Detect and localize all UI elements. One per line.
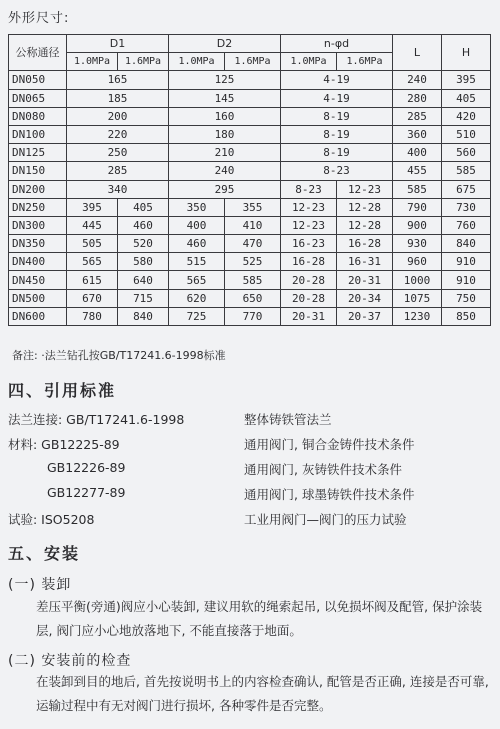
cell-d1-1: 670 [67,289,118,307]
cell-d2: 145 [169,89,281,107]
table-row [9,180,491,198]
header-h: H [442,35,491,71]
cell-d2: 160 [169,107,281,125]
cell-h: 750 [442,289,491,307]
cell-dn: DN200 [9,180,67,198]
cell-dn: DN600 [9,307,67,325]
cell-d2-1: 725 [169,307,225,325]
cell-d1: 340 [67,180,169,198]
cell-d1-1: 395 [67,198,118,216]
cell-d1: 250 [67,144,169,162]
standard-material-1-desc: 通用阀门, 铜合金铸件技术条件 [244,437,415,452]
cell-dn: DN100 [9,125,67,143]
dimensions-heading: 外形尺寸: [8,11,70,26]
header-bolt-holes: n-φd [281,35,393,53]
cell-nd-1: 8-23 [281,180,337,198]
cell-d1: 220 [67,125,169,143]
cell-h: 510 [442,125,491,143]
table-row [9,271,491,289]
cell-h: 910 [442,253,491,271]
header-d2: D2 [169,35,281,53]
cell-l: 1000 [393,271,442,289]
cell-d1-1: 780 [67,307,118,325]
cell-h: 420 [442,107,491,125]
cell-d1-1: 445 [67,216,118,234]
header-pressure: 1.6MPa [225,53,281,71]
cell-l: 960 [393,253,442,271]
cell-nd: 8-19 [281,144,393,162]
cell-nd: 8-23 [281,162,393,180]
standard-test-desc: 工业用阀门—阀门的压力试验 [244,512,407,527]
cell-l: 900 [393,216,442,234]
cell-nd: 8-19 [281,125,393,143]
dimensions-table [8,34,491,326]
standard-material-2-desc: 通用阀门, 灰铸铁件技术条件 [244,462,402,477]
header-pressure: 1.6MPa [337,53,393,71]
cell-d2-2: 585 [225,271,281,289]
table-row [9,107,491,125]
cell-dn: DN065 [9,89,67,107]
table-row [9,307,491,325]
cell-h: 850 [442,307,491,325]
cell-d2-1: 620 [169,289,225,307]
cell-d2-2: 650 [225,289,281,307]
cell-nd: 4-19 [281,71,393,89]
cell-d2: 240 [169,162,281,180]
cell-d1-2: 520 [118,235,169,253]
cell-dn: DN125 [9,144,67,162]
cell-l: 1075 [393,289,442,307]
cell-d2-2: 770 [225,307,281,325]
cell-nd-1: 20-28 [281,289,337,307]
header-pressure: 1.6MPa [118,53,169,71]
cell-dn: DN250 [9,198,67,216]
cell-dn: DN150 [9,162,67,180]
cell-nd-1: 16-28 [281,253,337,271]
subsection-heading-handling: (一) 装卸 [8,577,72,593]
table-row [9,89,491,107]
cell-nd-2: 12-23 [337,180,393,198]
cell-h: 395 [442,71,491,89]
cell-nd: 8-19 [281,107,393,125]
table-row [9,289,491,307]
cell-d1-1: 565 [67,253,118,271]
cell-l: 930 [393,235,442,253]
cell-d1-2: 715 [118,289,169,307]
standard-flange-desc: 整体铸铁管法兰 [244,412,332,427]
standard-test-label: 试验: ISO5208 [8,512,95,527]
cell-d1: 285 [67,162,169,180]
table-row [9,235,491,253]
cell-nd-2: 12-28 [337,216,393,234]
table-row [9,198,491,216]
cell-d1: 185 [67,89,169,107]
section-heading-standards: 四、引用标准 [8,381,117,400]
cell-h: 910 [442,271,491,289]
cell-nd-1: 20-31 [281,307,337,325]
cell-d2-2: 470 [225,235,281,253]
standard-material-1-label: 材料: GB12225-89 [8,437,120,452]
cell-nd: 4-19 [281,89,393,107]
cell-nd-2: 20-34 [337,289,393,307]
cell-l: 285 [393,107,442,125]
standard-material-3-desc: 通用阀门, 球墨铸铁件技术条件 [244,487,415,502]
cell-dn: DN050 [9,71,67,89]
cell-d1-2: 840 [118,307,169,325]
cell-nd-2: 12-28 [337,198,393,216]
cell-d1-1: 505 [67,235,118,253]
cell-nd-2: 20-37 [337,307,393,325]
cell-l: 455 [393,162,442,180]
table-row [9,125,491,143]
table-row [9,216,491,234]
cell-d2-1: 515 [169,253,225,271]
cell-nd-2: 20-31 [337,271,393,289]
cell-d2-1: 400 [169,216,225,234]
table-note: 备注: ·法兰钻孔按GB/T17241.6-1998标准 [12,349,226,362]
header-l: L [393,35,442,71]
header-pressure: 1.0MPa [67,53,118,71]
standard-material-3-label: GB12277-89 [47,485,126,500]
cell-l: 280 [393,89,442,107]
cell-nd-1: 20-28 [281,271,337,289]
cell-l: 585 [393,180,442,198]
cell-h: 675 [442,180,491,198]
cell-l: 400 [393,144,442,162]
cell-nd-1: 12-23 [281,216,337,234]
cell-l: 240 [393,71,442,89]
table-row [9,253,491,271]
subsection-heading-inspection: (二) 安装前的检查 [8,653,132,669]
cell-d2: 125 [169,71,281,89]
header-d1: D1 [67,35,169,53]
cell-d1: 165 [67,71,169,89]
cell-d1-2: 640 [118,271,169,289]
cell-h: 760 [442,216,491,234]
cell-d2-2: 410 [225,216,281,234]
cell-h: 405 [442,89,491,107]
cell-h: 840 [442,235,491,253]
cell-l: 360 [393,125,442,143]
table-row [9,162,491,180]
cell-d2-1: 565 [169,271,225,289]
cell-d2-1: 350 [169,198,225,216]
cell-nd-2: 16-31 [337,253,393,271]
cell-d2: 180 [169,125,281,143]
cell-d2-2: 355 [225,198,281,216]
header-nominal-size: 公称通径 [9,35,67,71]
paragraph-inspection [8,670,492,718]
table-row [9,71,491,89]
cell-dn: DN450 [9,271,67,289]
cell-h: 560 [442,144,491,162]
cell-nd-2: 16-28 [337,235,393,253]
cell-d2-2: 525 [225,253,281,271]
cell-h: 585 [442,162,491,180]
cell-dn: DN080 [9,107,67,125]
cell-l: 1230 [393,307,442,325]
section-heading-installation: 五、安装 [8,544,81,563]
cell-d2-1: 460 [169,235,225,253]
cell-dn: DN400 [9,253,67,271]
table-row [9,144,491,162]
cell-d1-2: 405 [118,198,169,216]
cell-d1: 200 [67,107,169,125]
cell-dn: DN350 [9,235,67,253]
cell-h: 730 [442,198,491,216]
cell-dn: DN300 [9,216,67,234]
cell-d1-2: 460 [118,216,169,234]
cell-d2: 295 [169,180,281,198]
standard-flange-label: 法兰连接: GB/T17241.6-1998 [8,412,185,427]
cell-d1-1: 615 [67,271,118,289]
standard-material-2-label: GB12226-89 [47,460,126,475]
cell-nd-1: 16-23 [281,235,337,253]
cell-l: 790 [393,198,442,216]
paragraph-handling [8,595,492,643]
cell-d1-2: 580 [118,253,169,271]
cell-d2: 210 [169,144,281,162]
paragraph-text: 差压平衡(旁通)阀应小心装卸, 建议用软的绳索起吊, 以免损坏阀及配管, 保护涂装层, 阀门应小心地放落地下, 不能直接落于地面。 [36,599,483,638]
paragraph-text: 在装卸到目的地后, 首先按说明书上的内容检查确认, 配管是否正确, 连接是否可靠, 运输过程中有无对阀门进行损坏, 各种零件是否完整。 [36,674,489,713]
header-pressure: 1.0MPa [169,53,225,71]
cell-nd-1: 12-23 [281,198,337,216]
header-pressure: 1.0MPa [281,53,337,71]
cell-dn: DN500 [9,289,67,307]
